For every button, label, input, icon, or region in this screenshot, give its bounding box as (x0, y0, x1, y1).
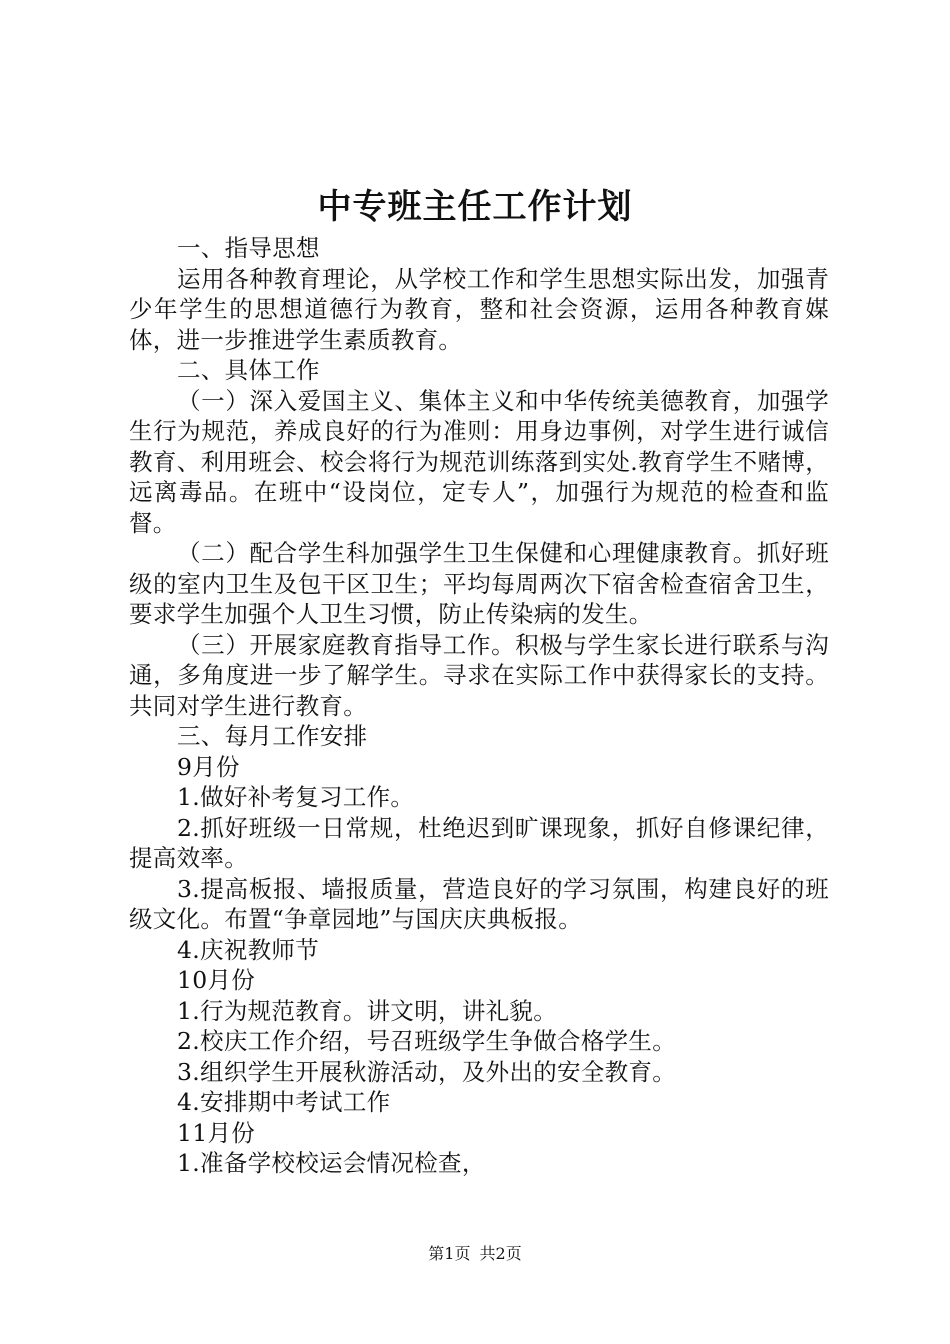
paragraph: （二）配合学生科加强学生卫生保健和心理健康教育。抓好班级的室内卫生及包干区卫生；平均每周两次下宿舍检查宿舍卫生，要求学生加强个人卫生习惯，防止传染病的发生。 (129, 539, 829, 628)
list-item: 3.提高板报、墙报质量，营造良好的学习氛围，构建良好的班级文化。布置“争章园地”与国庆庆典板报。 (129, 874, 829, 933)
paragraph: （一）深入爱国主义、集体主义和中华传统美德教育，加强学生行为规范，养成良好的行为准则：用身边事例，对学生进行诚信教育、利用班会、校会将行为规范训练落到实处.教育学生不赌博，远离毒品。在班中“设岗位，定专人”，加强行为规范的检查和监督。 (129, 386, 829, 537)
month-heading: 9月份 (177, 752, 240, 781)
document-body (129, 233, 829, 1179)
list-item: 3.组织学生开展秋游活动，及外出的安全教育。 (177, 1057, 677, 1086)
list-item: 2.校庆工作介绍，号召班级学生争做合格学生。 (177, 1027, 677, 1055)
paragraph: 运用各种教育理论，从学校工作和学生思想实际出发，加强青少年学生的思想道德行为教育，整和社会资源，运用各种教育媒体，进一步推进学生素质教育。 (129, 264, 829, 354)
list-item: 1.行为规范教育。讲文明，讲礼貌。 (177, 996, 558, 1025)
page-number: 第1页 (428, 1244, 471, 1263)
list-item: 1.做好补考复习工作。 (177, 783, 415, 811)
paragraph: （三）开展家庭教育指导工作。积极与学生家长进行联系与沟通，多角度进一步了解学生。寻求在实际工作中获得家长的支持。共同对学生进行教育。 (129, 630, 829, 720)
page-total: 共2页 (479, 1244, 522, 1263)
section-heading: 三、每月工作安排 (177, 722, 368, 750)
document-title: 中专班主任工作计划 (317, 187, 633, 227)
list-item: 2.抓好班级一日常规，杜绝迟到旷课现象，抓好自修课纪律，提高效率。 (129, 813, 829, 872)
page-footer (0, 1243, 950, 1265)
month-heading: 10月份 (177, 966, 256, 994)
section-heading: 二、具体工作 (177, 356, 320, 384)
list-item: 4.安排期中考试工作 (177, 1088, 391, 1116)
list-item: 4.庆祝教师节 (177, 935, 320, 964)
section-heading: 一、指导思想 (177, 234, 320, 262)
month-heading: 11月份 (177, 1118, 256, 1147)
list-item: 1.准备学校校运会情况检查， (177, 1149, 486, 1177)
